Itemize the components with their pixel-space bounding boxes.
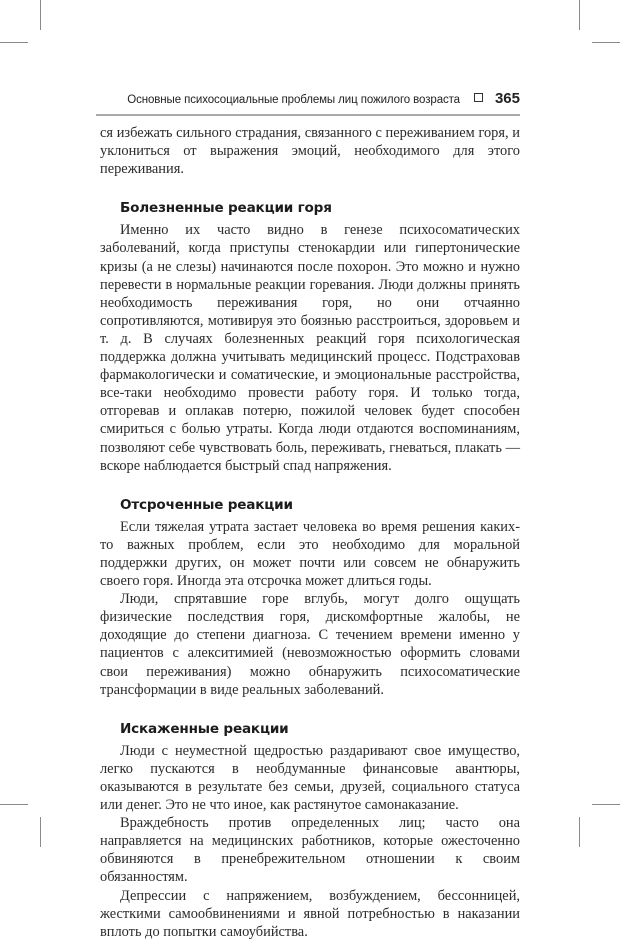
crop-mark-bottom-right-vertical <box>579 817 580 847</box>
intro-paragraph: ся избежать сильного страдания, связанного с переживанием горя, и уклониться от выражения эмоций, необходимого для этого переживания. <box>100 125 520 178</box>
running-head <box>96 90 520 116</box>
square-bullet-icon <box>474 93 483 102</box>
crop-mark-bottom-right-horizontal <box>592 804 620 805</box>
crop-mark-top-right-horizontal <box>592 42 620 43</box>
crop-mark-top-right-vertical <box>579 0 580 30</box>
crop-mark-bottom-left-horizontal <box>0 804 28 805</box>
paragraph: Враждебность против определенных лиц; часто она направляется на медицинских работников, которые ожесточенно обвиняются в пренебрежительном отношении к своим обязанностям. <box>100 815 520 886</box>
section-heading-painful-reactions: Болезненные реакции горя <box>120 200 332 217</box>
page-number: 365 <box>494 90 520 107</box>
paragraph: Люди, спрятавшие горе вглубь, могут долго ощущать физические последствия горя, дискомфортные жалобы, не доходящие до степени диагноза. С течением времени именно у пациентов с алекситимией (невозможностью оформить словами свои переживания) можно обнаружить психосоматические трансформации в виде реальных заболеваний. <box>100 591 520 698</box>
running-head-title: Основные психосоциальные проблемы лиц пожилого возраста <box>127 94 460 106</box>
paragraph: Именно их часто видно в генезе психосоматических заболеваний, когда приступы стенокардии или гипертонические кризы (а не слезы) начинаются после похорон. Это можно и нужно перевести в нормальные реакции горевания. Люди должны принять необходимость переживания горя, но они отчаянно сопротивляются, мотивируя это боязнью расстроиться, здоровьем и т. д. В случаях болезненных реакций горя психологическая поддержка должна учитывать медицинский процесс. Подстраховав фармакологически и соматические, и эмоциональные расстройства, все-таки необходимо провести работу горя. И только тогда, отгоревав и оплакав потерю, пожилой человек будет способен смириться с болью утраты. Когда люди отдаются воспоминаниям, позволяют себе чувствовать боль, переживать, гневаться, плакать — вскоре наблюдается быстрый спад напряжения. <box>100 222 520 474</box>
paragraph: Депрессии с напряжением, возбуждением, бессонницей, жесткими самообвинениями и явной потребностью в наказании вплоть до попытки самоубийства. <box>100 887 520 940</box>
crop-mark-top-left-vertical <box>40 0 41 30</box>
crop-mark-top-left-horizontal <box>0 42 28 43</box>
section-heading-distorted-reactions: Искаженные реакции <box>120 720 289 737</box>
book-page <box>100 90 520 941</box>
paragraph: Люди с неуместной щедростью раздаривают свое имущество, легко пускаются в необдуманные финансовые авантюры, оказываются в результате без семьи, друзей, социального статуса или денег. Это не что иное, как растянутое самонаказание. <box>100 742 520 814</box>
section-heading-delayed-reactions: Отсроченные реакции <box>120 496 293 513</box>
crop-mark-bottom-left-vertical <box>40 817 41 847</box>
body-text <box>100 124 520 941</box>
paragraph: Если тяжелая утрата застает человека во время решения каких-то важных проблем, если это необходимо для моральной поддержки других, он может почти или совсем не обнаружить своего горя. Иногда эта отсрочка может длиться годы. <box>100 518 520 590</box>
